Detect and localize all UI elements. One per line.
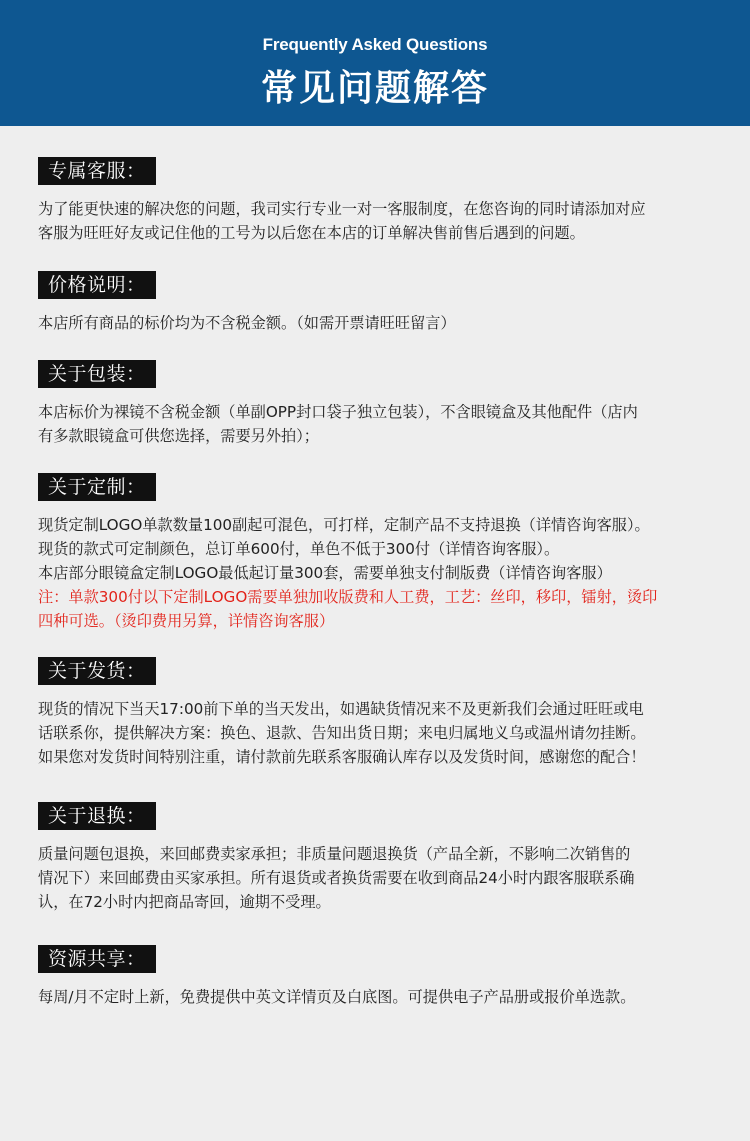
text-line: 话联系你，提供解决方案：换色、退款、告知出货日期；来电归属地义乌或温州请勿挂断。 [38,724,646,742]
text-line: 现货定制LOGO单款数量100副起可混色，可打样，定制产品不支持退换（详情咨询客服）。 [38,516,650,534]
section-resource-sharing [38,945,738,1009]
text-line: 有多款眼镜盒可供您选择，需要另外拍）； [38,427,319,445]
text-line: 认，在72小时内把商品寄回，逾期不受理。 [38,893,331,911]
section-text [38,842,738,914]
section-text [38,311,738,335]
notice-line: 注：单款300付以下定制LOGO需要单独加收版费和人工费，工艺：丝印，移印，镭射，烫印 [38,588,658,606]
section-packaging [38,360,738,448]
section-label: 关于定制： [38,473,156,501]
text-line: 客服为旺旺好友或记住他的工号为以后您在本店的订单解决售前售后遇到的问题。 [38,224,585,242]
section-label: 关于退换： [38,802,156,830]
text-line: 质量问题包退换，来回邮费卖家承担；非质量问题退换货（产品全新，不影响二次销售的 [38,845,631,863]
section-text [38,985,738,1009]
text-line: 每周/月不定时上新，免费提供中英文详情页及白底图。可提供电子产品册或报价单选款。 [38,988,636,1006]
section-label: 资源共享： [38,945,156,973]
page-header [0,0,750,126]
section-returns [38,802,738,914]
text-line: 如果您对发货时间特别注重，请付款前先联系客服确认库存以及发货时间，感谢您的配合！ [38,748,646,766]
text-line: 为了能更快速的解决您的问题，我司实行专业一对一客服制度，在您咨询的同时请添加对应 [38,200,646,218]
section-price-info [38,271,738,335]
section-label: 关于包装： [38,360,156,388]
section-dedicated-service [38,157,738,245]
text-line: 情况下）来回邮费由买家承担。所有退货或者换货需要在收到商品24小时内跟客服联系确 [38,869,635,887]
section-label: 关于发货： [38,657,156,685]
section-text [38,197,738,245]
text-line: 本店部分眼镜盒定制LOGO最低起订量300套，需要单独支付制版费（详情咨询客服） [38,564,612,582]
section-text [38,697,738,769]
text-line: 本店标价为裸镜不含税金额（单副OPP封口袋子独立包装），不含眼镜盒及其他配件（店内 [38,403,638,421]
section-text [38,513,738,633]
header-title-en: Frequently Asked Questions [262,35,488,54]
text-line: 本店所有商品的标价均为不含税金额。（如需开票请旺旺留言） [38,314,456,332]
section-customization [38,473,738,633]
notice-line: 四种可选。（烫印费用另算，详情咨询客服） [38,612,335,630]
section-label: 价格说明： [38,271,156,299]
section-shipping [38,657,738,769]
header-title-zh: 常见问题解答 [260,68,489,109]
text-line: 现货的情况下当天17:00前下单的当天发出，如遇缺货情况来不及更新我们会通过旺旺或电 [38,700,644,718]
text-line: 现货的款式可定制颜色，总订单600付，单色不低于300付（详情咨询客服）。 [38,540,560,558]
section-label: 专属客服： [38,157,156,185]
section-text [38,400,738,448]
